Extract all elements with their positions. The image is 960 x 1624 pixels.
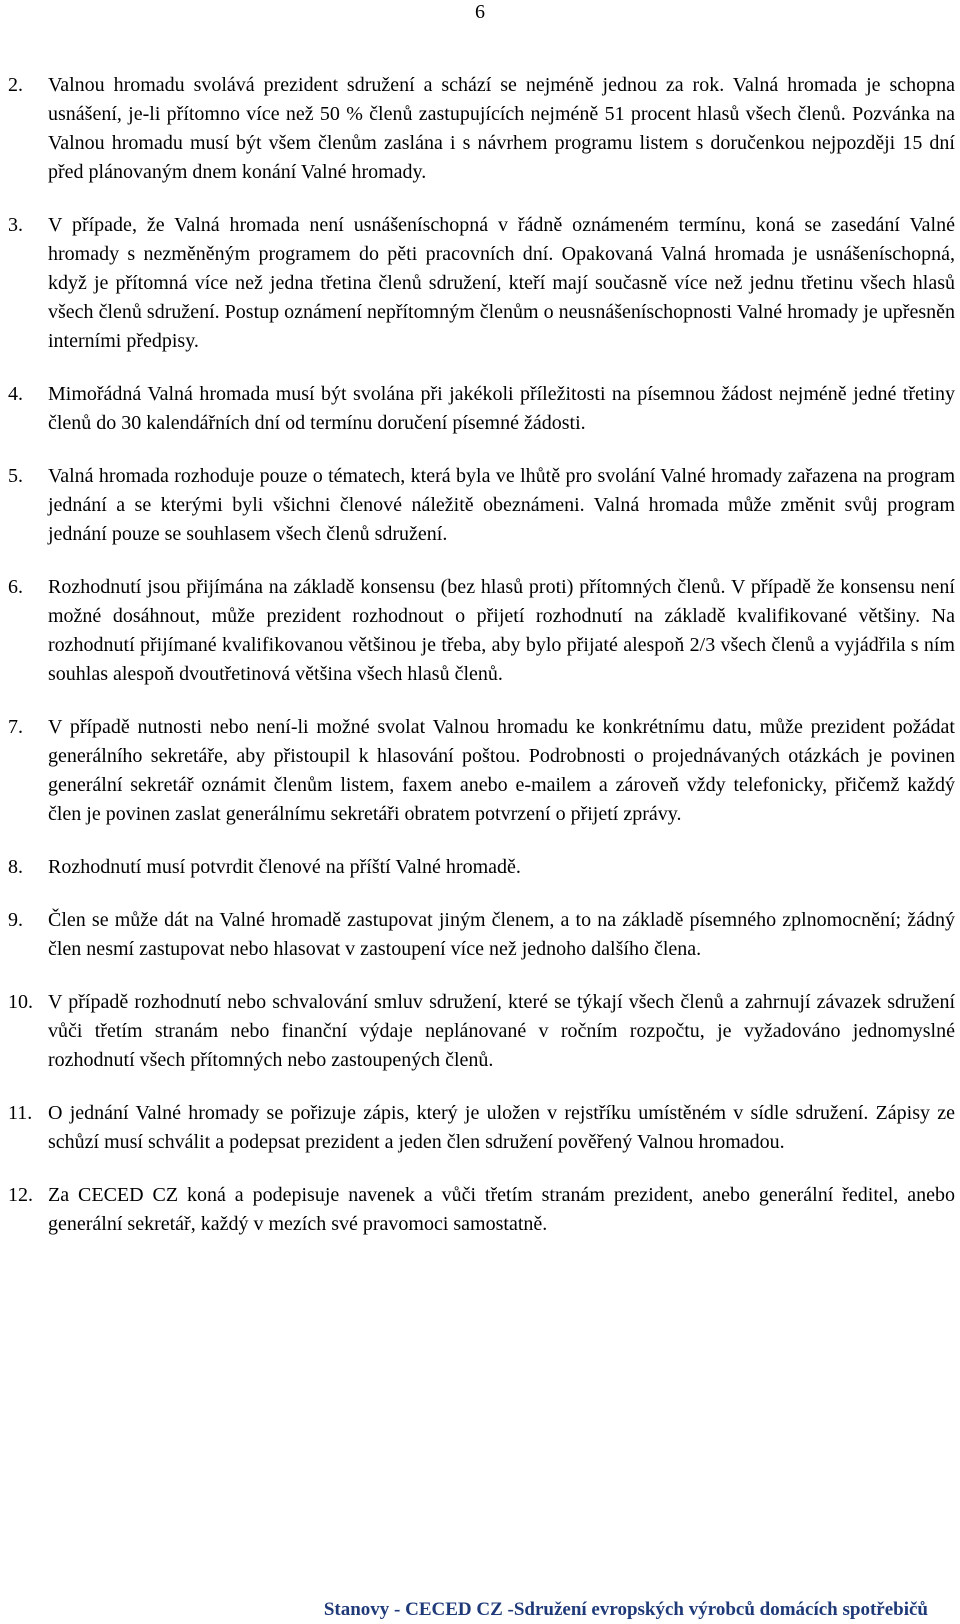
list-item xyxy=(0,988,960,1075)
list-item-text: Člen se může dát na Valné hromadě zastupovat jiným členem, a to na základě písemného zplnomocnění; žádný člen nesmí zastupovat nebo hlasovat v zastoupení více než jednoho dalšího člena. xyxy=(48,909,955,960)
list-item xyxy=(0,853,960,882)
list-item-text: Za CECED CZ koná a podepisuje navenek a vůči třetím stranám prezident, anebo generální ředitel, anebo generální sekretář, každý v mezích své pravomoci samostatně. xyxy=(48,1184,955,1235)
page-number: 6 xyxy=(475,1,485,23)
document-body xyxy=(0,71,960,1263)
list-item-text: Valná hromada rozhoduje pouze o tématech, která byla ve lhůtě pro svolání Valné hromady zařazena na program jednání a se kterými byli všichni členové náležitě obeznámeni. Valná hromada může změnit svůj program jednání pouze se souhlasem všech členů sdružení. xyxy=(48,465,955,545)
list-item-text: V případě rozhodnutí nebo schvalování smluv sdružení, které se týkají všech členů a zahrnují závazek sdružení vůči třetím stranám nebo finanční výdaje neplánované v ročním rozpočtu, je vyžadováno jednomyslné rozhodnutí všech přítomných nebo zastoupených členů. xyxy=(48,991,955,1071)
list-item-text: V případě nutnosti nebo není-li možné svolat Valnou hromadu ke konkrétnímu datu, může prezident požádat generálního sekretáře, aby přistoupil k hlasování poštou. Podrobnosti o projednávaných otázkách je povinen generální sekretář oznámit členům listem, faxem anebo e-mailem a zároveň vždy telefonicky, přičemž každý člen je povinen zaslat generálnímu sekretáři obratem potvrzení o přijetí zprávy. xyxy=(48,716,955,825)
list-item-number: 4. xyxy=(8,383,23,405)
list-item-number: 12. xyxy=(8,1184,33,1206)
list-item xyxy=(0,462,960,549)
list-item xyxy=(0,1181,960,1239)
list-item-number: 10. xyxy=(8,991,33,1013)
list-item-number: 8. xyxy=(8,856,23,878)
list-item-text: O jednání Valné hromady se pořizuje zápis, který je uložen v rejstříku umístěném v sídle sdružení. Zápisy ze schůzí musí schválit a podepsat prezident a jeden člen sdružení pověřený Valnou hromadou. xyxy=(48,1102,955,1153)
list-item-text: Rozhodnutí musí potvrdit členové na příští Valné hromadě. xyxy=(48,856,521,878)
list-item-number: 9. xyxy=(8,909,23,931)
list-item xyxy=(0,380,960,438)
list-item-text: Mimořádná Valná hromada musí být svolána při jakékoli příležitosti na písemnou žádost nejméně jedné třetiny členů do 30 kalendářních dní od termínu doručení písemné žádosti. xyxy=(48,383,955,434)
list-item xyxy=(0,713,960,829)
list-item xyxy=(0,71,960,187)
list-item-number: 6. xyxy=(8,576,23,598)
list-item-number: 3. xyxy=(8,214,23,236)
list-item-text: Valnou hromadu svolává prezident sdružení a schází se nejméně jednou za rok. Valná hromada je schopna usnášení, je-li přítomno více než 50 % členů zastupujících nejméně 51 procent hlasů všech členů. Pozvánka na Valnou hromadu musí být všem členům zaslána i s návrhem programu listem s doručenkou nejpozději 15 dní před plánovaným dnem konání Valné hromady. xyxy=(48,74,955,183)
list-item-number: 7. xyxy=(8,716,23,738)
list-item xyxy=(0,1099,960,1157)
list-item xyxy=(0,573,960,689)
list-item-text: Rozhodnutí jsou přijímána na základě konsensu (bez hlasů proti) přítomných členů. V případě že konsensu není možné dosáhnout, může prezident rozhodnout o přijetí rozhodnutí na základě kvalifikované většiny. Na rozhodnutí přijímané kvalifikovanou většinou je třeba, aby bylo přijaté alespoň 2/3 všech členů a vyjádřila s ním souhlas alespoň dvoutřetinová většina všech hlasů členů. xyxy=(48,576,955,685)
list-item-text: V případe, že Valná hromada není usnášeníschopná v řádně oznámeném termínu, koná se zasedání Valné hromady s nezměněným programem do pěti pracovních dní. Opakovaná Valná hromada je usnášeníschopná, když je přítomná více než jedna třetina členů sdružení, kteří mají současně více než jednu třetinu všech hlasů všech členů sdružení. Postup oznámení nepřítomným členům o neusnášeníschopnosti Valné hromady je upřesněn interními předpisy. xyxy=(48,214,955,352)
list-item-number: 5. xyxy=(8,465,23,487)
page-footer: Stanovy - CECED CZ -Sdružení evropských výrobců domácích spotřebičů xyxy=(323,1599,928,1620)
list-item-number: 2. xyxy=(8,74,23,96)
list-item xyxy=(0,906,960,964)
list-item-number: 11. xyxy=(8,1102,33,1124)
list-item xyxy=(0,211,960,356)
